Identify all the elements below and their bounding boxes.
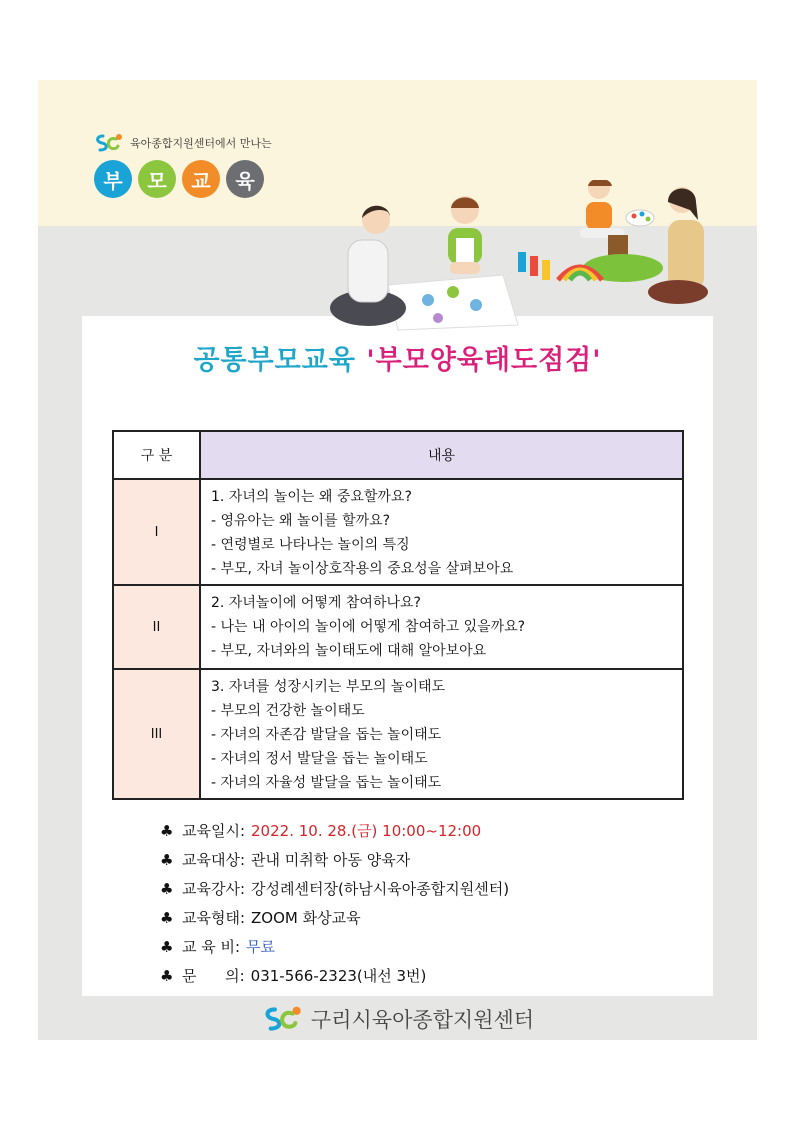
- content-line: 2. 자녀놀이에 어떻게 참여하나요?: [211, 595, 421, 611]
- info-fee-value: 무료: [246, 938, 276, 956]
- content-cell: [200, 585, 683, 669]
- content-line: - 자녀의 자존감 발달을 돕는 놀이태도: [211, 727, 442, 743]
- club-bullet-icon: ♣: [160, 966, 174, 985]
- header-brand: [94, 132, 272, 154]
- content-line: - 부모의 건강한 놀이태도: [211, 703, 365, 719]
- club-bullet-icon: ♣: [160, 879, 174, 898]
- info-label: 교육강사:: [182, 880, 246, 898]
- center-logo-icon: [94, 132, 124, 154]
- page-title: [38, 338, 757, 377]
- footer-organization: [38, 1004, 757, 1034]
- info-fee: [160, 932, 509, 961]
- content-line: - 부모, 자녀 놀이상호작용의 중요성을 살펴보아요: [211, 561, 514, 577]
- info-label: 교육일시:: [182, 822, 246, 840]
- title-part-1: 공통부모교육: [193, 345, 356, 376]
- content-line: - 자녀의 정서 발달을 돕는 놀이태도: [211, 751, 428, 767]
- info-target-value: 관내 미취학 아동 양육자: [251, 851, 411, 869]
- info-target: [160, 845, 509, 874]
- content-line: 3. 자녀를 성장시키는 부모의 놀이태도: [211, 679, 446, 695]
- badge-gyo: 교: [182, 160, 220, 198]
- info-date-value: 2022. 10. 28.(금) 10:00~12:00: [251, 822, 482, 840]
- info-date: [160, 816, 509, 845]
- header-brand-text: 육아종합지원센터에서 만나는: [130, 137, 272, 150]
- badge-yuk: 육: [226, 160, 264, 198]
- content-line: - 연령별로 나타나는 놀이의 특징: [211, 537, 410, 553]
- table-row: [113, 585, 683, 669]
- info-instructor: [160, 874, 509, 903]
- division-cell: I: [113, 479, 200, 585]
- curriculum-table: [112, 430, 684, 800]
- org-logo-icon: [261, 1004, 305, 1034]
- info-contact-value: 031-566-2323(내선 3번): [250, 967, 427, 985]
- info-format-value: ZOOM 화상교육: [251, 909, 361, 927]
- club-bullet-icon: ♣: [160, 908, 174, 927]
- parent-education-badges: [94, 160, 264, 198]
- header-division: 구 분: [113, 431, 200, 479]
- info-label: 교육대상:: [182, 851, 246, 869]
- division-cell: II: [113, 585, 200, 669]
- content-cell: [200, 669, 683, 799]
- poster: [38, 80, 757, 1040]
- info-label: 교육형태:: [182, 909, 246, 927]
- content-line: - 부모, 자녀와의 놀이태도에 대해 알아보아요: [211, 643, 487, 659]
- table-row: [113, 479, 683, 585]
- info-label: 문 의:: [182, 967, 245, 985]
- content-line: - 영유아는 왜 놀이를 할까요?: [211, 513, 391, 529]
- division-cell: III: [113, 669, 200, 799]
- footer-org-name: 구리시육아종합지원센터: [310, 1008, 535, 1032]
- info-instructor-value: 강성례센터장(하남시육아종합지원센터): [251, 880, 510, 898]
- info-format: [160, 903, 509, 932]
- family-play-illustration: [318, 180, 708, 340]
- header-content: 내용: [200, 431, 683, 479]
- event-info: [160, 816, 509, 990]
- info-label: 교 육 비:: [182, 938, 241, 956]
- content-line: - 나는 내 아이의 놀이에 어떻게 참여하고 있을까요?: [211, 619, 526, 635]
- content-cell: [200, 479, 683, 585]
- content-line: - 자녀의 자율성 발달을 돕는 놀이태도: [211, 775, 442, 791]
- club-bullet-icon: ♣: [160, 821, 174, 840]
- content-line: 1. 자녀의 놀이는 왜 중요할까요?: [211, 489, 412, 505]
- club-bullet-icon: ♣: [160, 850, 174, 869]
- table-row: [113, 669, 683, 799]
- table-header-row: [113, 431, 683, 479]
- title-part-2: '부모양육태도점검': [366, 345, 602, 376]
- badge-mo: 모: [138, 160, 176, 198]
- club-bullet-icon: ♣: [160, 937, 174, 956]
- badge-bu: 부: [94, 160, 132, 198]
- info-contact: [160, 961, 509, 990]
